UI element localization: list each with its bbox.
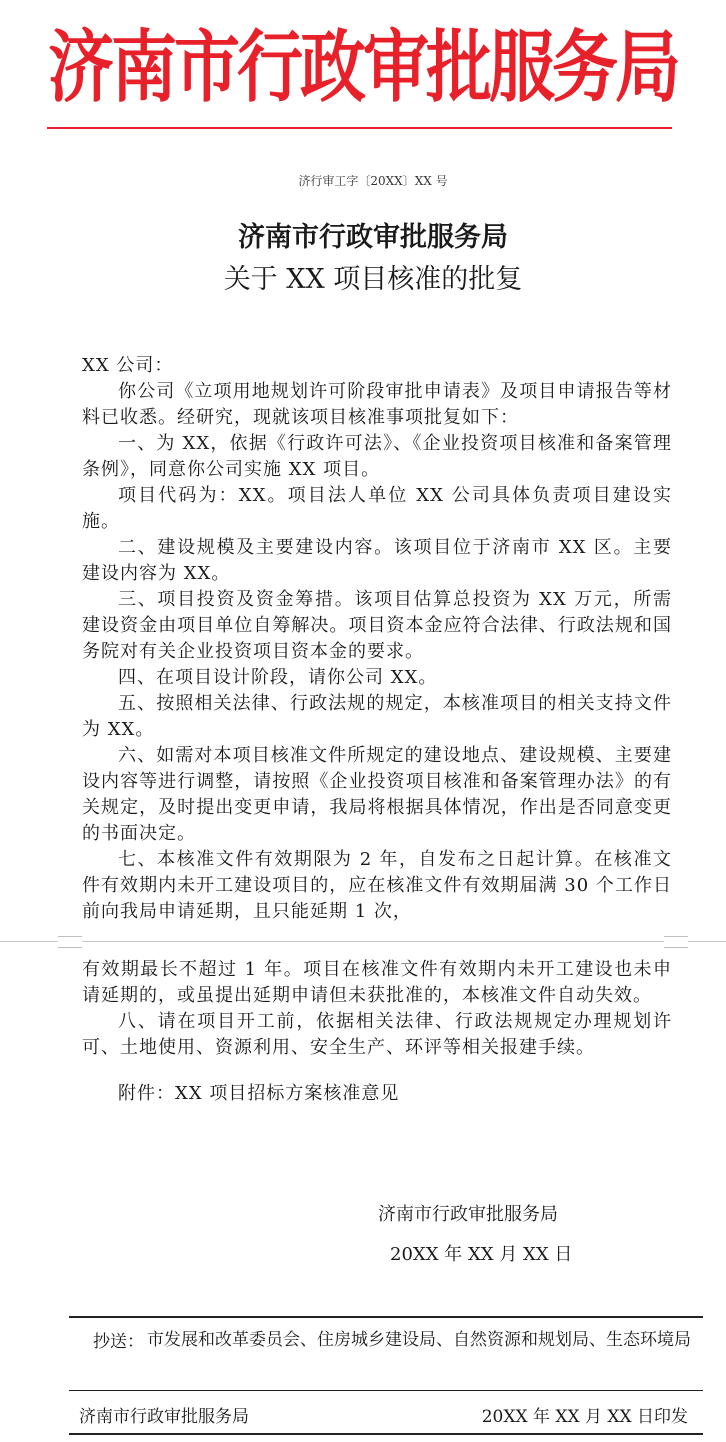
document-body <box>82 353 672 1107</box>
item-6-paragraph: 六、如需对本项目核准文件所规定的建设地点、建设规模、主要建设内容等进行调整，请按照《企业投资项目核准和备案管理办法》的有关规定，及时提出变更申请，我局将根据具体情况，作出是否同意变更的书面决定。 <box>82 745 672 844</box>
signature-date: 20XX 年 XX 月 XX 日 <box>390 1244 573 1265</box>
agency-letterhead: 济南市行政审批服务局 <box>48 20 678 114</box>
item-8-paragraph: 八、请在项目开工前，依据相关法律、行政法规规定办理规划许可、土地使用、资源利用、安全生产、环评等相关报建手续。 <box>82 1011 672 1058</box>
item-3-paragraph: 三、项目投资及资金筹措。该项目估算总投资为 XX 万元，所需建设资金由项目单位自筹解决。项目资本金应符合法律、行政法规和国务院对有关企业投资项目资本金的要求。 <box>82 589 672 662</box>
cc-row <box>69 1318 703 1391</box>
footer-issuer: 济南市行政审批服务局 <box>79 1407 249 1427</box>
page-break <box>0 935 726 948</box>
page-corner-mark-right <box>664 936 688 948</box>
page-break-line <box>0 941 726 942</box>
red-divider-line <box>47 127 672 129</box>
item-1-code-paragraph: 项目代码为：XX。项目法人单位 XX 公司具体负责项目建设实施。 <box>82 485 672 532</box>
document-footer <box>69 1316 703 1435</box>
item-5-paragraph: 五、按照相关法律、行政法规的规定，本核准项目的相关支持文件为 XX。 <box>82 693 672 740</box>
cc-label: 抄送： <box>93 1332 144 1352</box>
signature-issuer: 济南市行政审批服务局 <box>378 1204 558 1225</box>
item-4-paragraph: 四、在项目设计阶段，请你公司 XX。 <box>118 667 438 688</box>
item-2-paragraph: 二、建设规模及主要建设内容。该项目位于济南市 XX 区。主要建设内容为 XX。 <box>82 537 672 584</box>
item-7-paragraph: 七、本核准文件有效期限为 2 年，自发布之日起计算。在核准文件有效期内未开工建设项目的，应在核准文件有效期届满 30 个工作日前向我局申请延期，且只能延期 1 次， <box>82 849 672 922</box>
attachment-line: 附件：XX 项目招标方案核准意见 <box>118 1083 400 1104</box>
intro-paragraph: 你公司《立项用地规划许可阶段审批申请表》及项目申请报告等材料已收悉。经研究，现就该项目核准事项批复如下： <box>82 381 672 428</box>
cc-recipients: 市发展和改革委员会、住房城乡建设局、自然资源和规划局、生态环境局 <box>147 1330 691 1350</box>
document-number: 济行审工字〔20XX〕XX 号 <box>298 174 448 188</box>
document-title-issuer: 济南市行政审批服务局 <box>238 222 508 253</box>
document-title-subject: 关于 XX 项目核准的批复 <box>223 264 523 295</box>
salutation: XX 公司： <box>82 355 174 376</box>
page-corner-mark-left <box>58 936 82 948</box>
item-1-paragraph: 一、为 XX，依据《行政许可法》、《企业投资项目核准和备案管理条例》，同意你公司实施 XX 项目。 <box>82 433 672 480</box>
footer-print-date: 20XX 年 XX 月 XX 日印发 <box>481 1407 688 1427</box>
item-7-continued-paragraph: 有效期最长不超过 1 年。项目在核准文件有效期内未开工建设也未申请延期的，或虽提出延期申请但未获批准的，本核准文件自动失效。 <box>82 959 672 1006</box>
